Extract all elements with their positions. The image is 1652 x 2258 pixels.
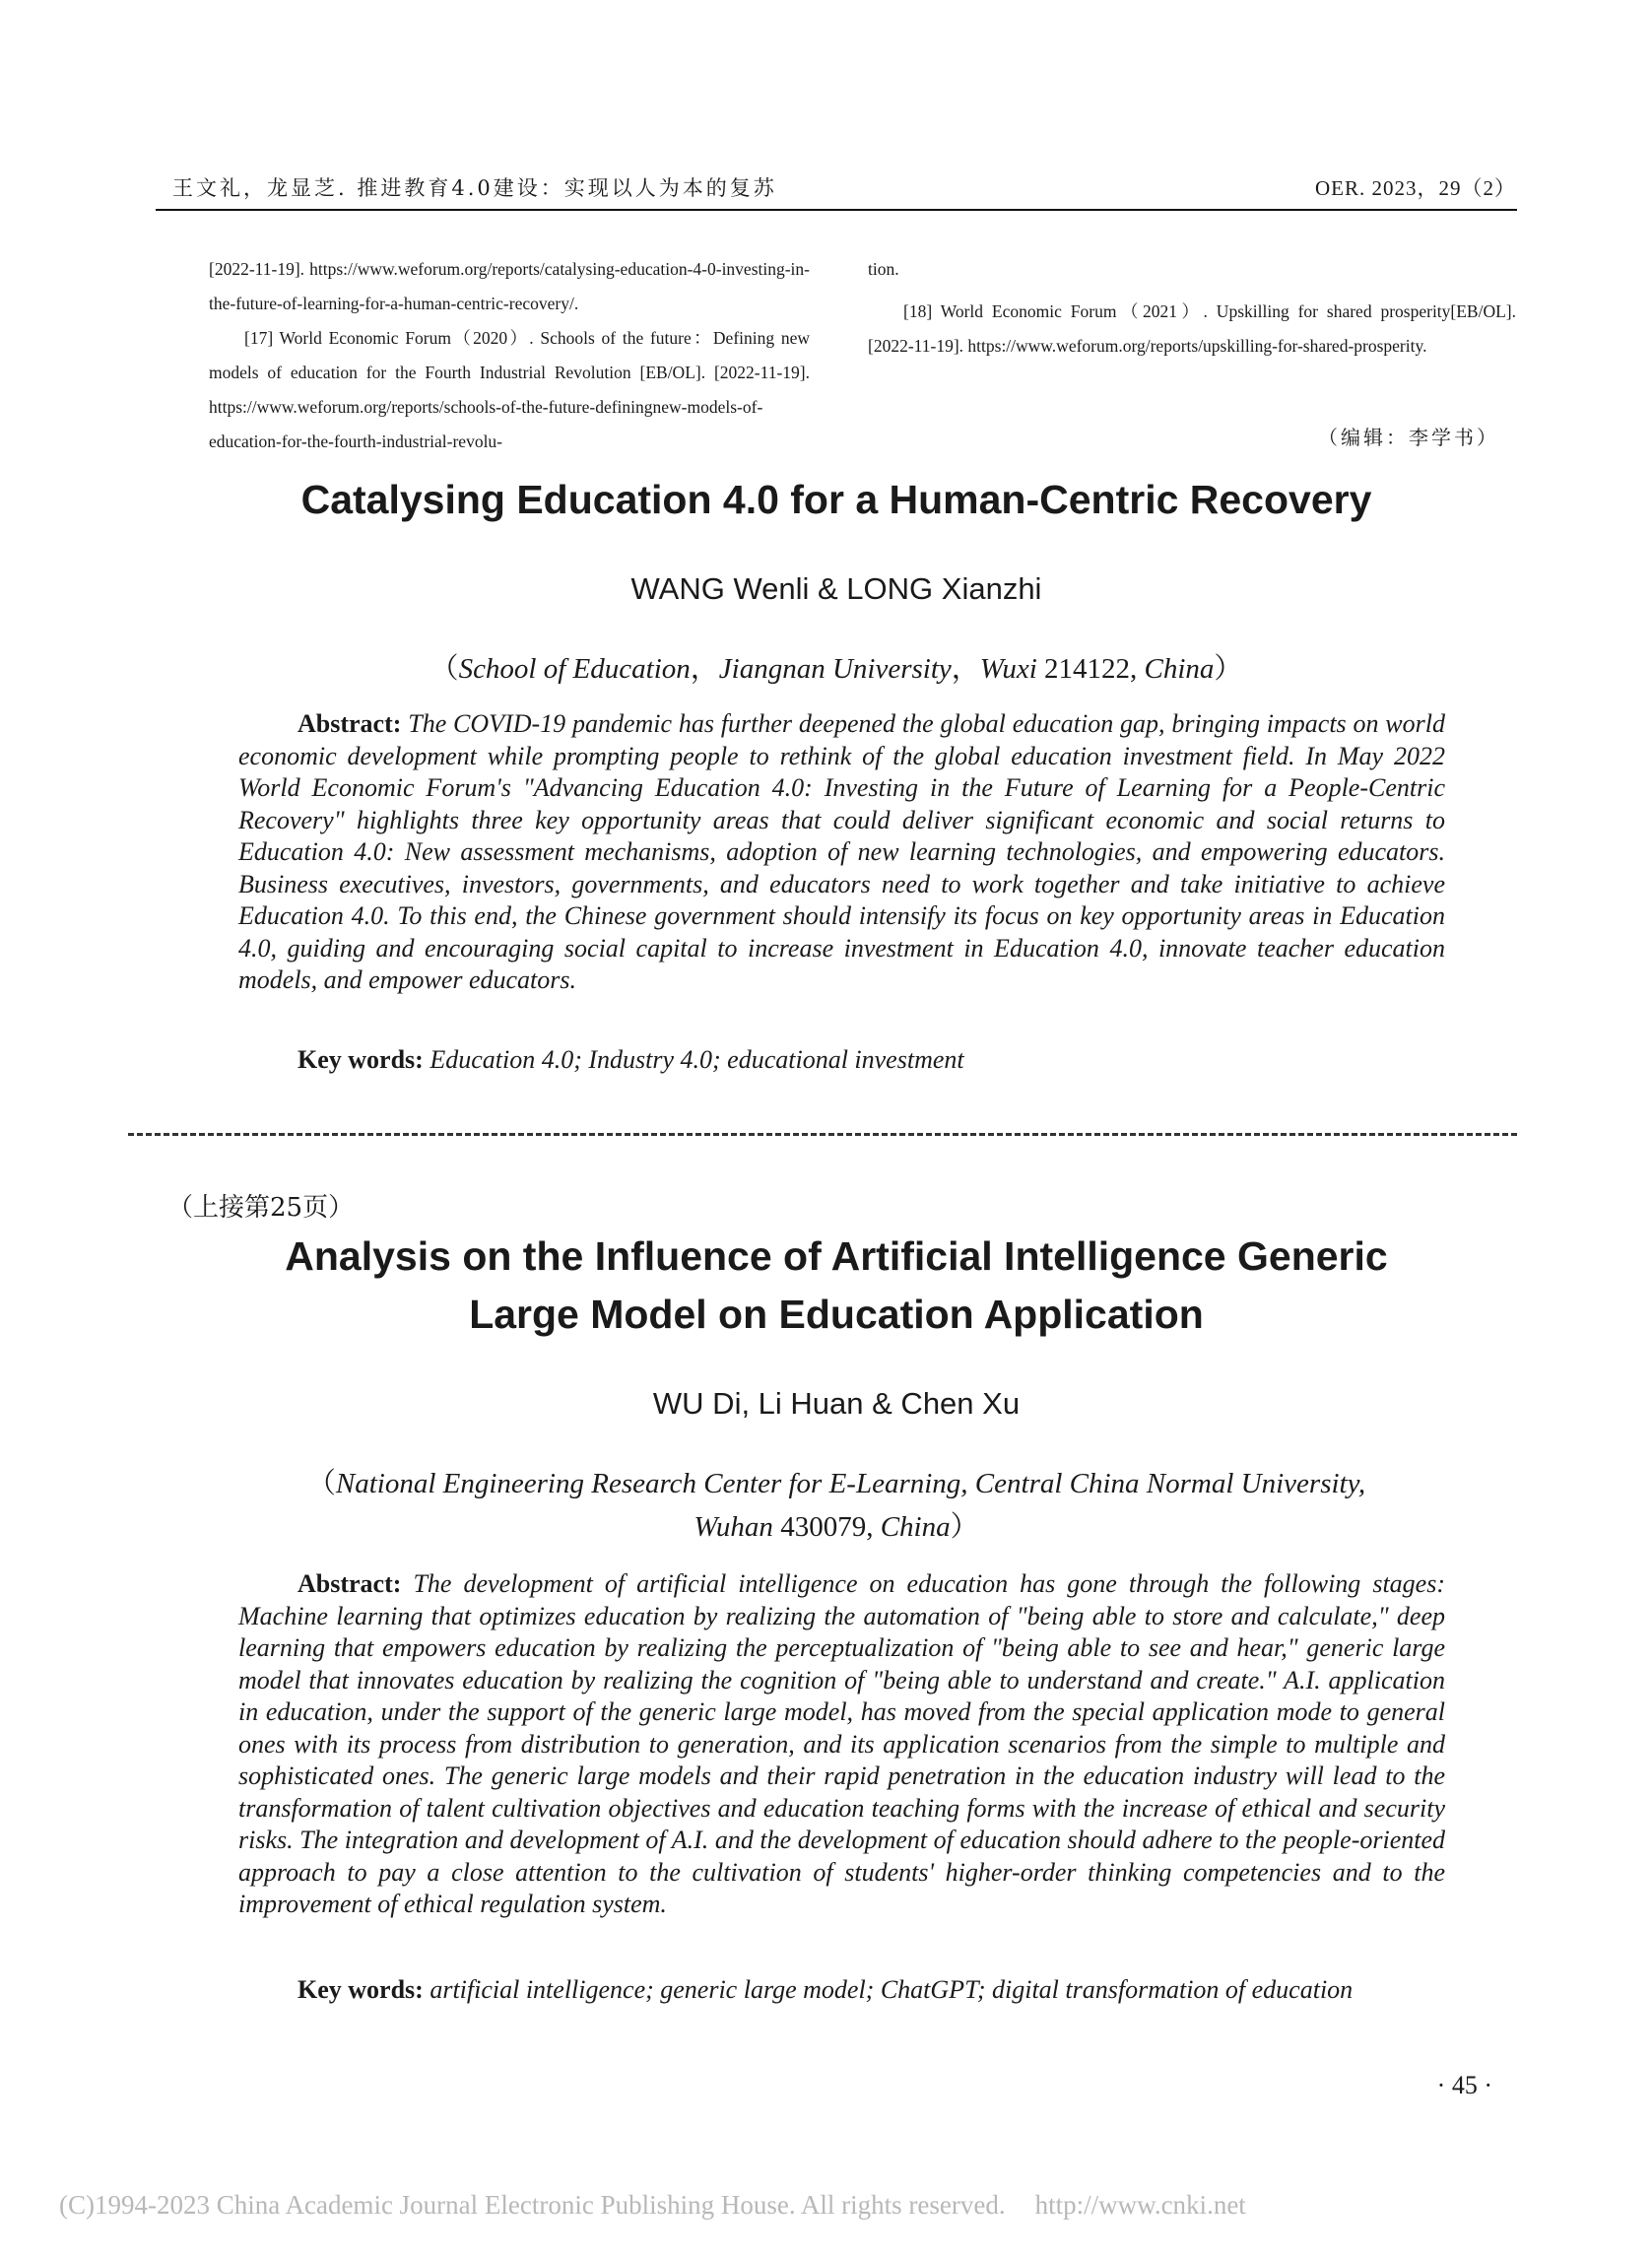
article2-authors: WU Di, Li Huan & Chen Xu bbox=[652, 1386, 1021, 1421]
article1-abstract bbox=[238, 708, 1445, 997]
abstract-label: Abstract: bbox=[297, 709, 409, 738]
article2-keywords bbox=[238, 1968, 1445, 2012]
section-divider bbox=[128, 1133, 1517, 1136]
article1-title: Catalysing Education 4.0 for a Human-Centric Recovery bbox=[300, 477, 1372, 522]
reference-18: [18] World Economic Forum（2021）. Upskilling for shared prosperity[EB/OL]. [2022-11-19]. https://www.weforum.org/reports/upskilling-for-shared-prosperity. bbox=[868, 301, 1516, 356]
abstract-text: The COVID-19 pandemic has further deepened the global education gap, bringing impacts on world economic development while prompting people to rethink of the global education investment field. In May 2022 World Economic Forum's "Advancing Education 4.0: Investing in the Future of Learning for a People-Centric Recovery" highlights three key opportunity areas that could deliver significant economic and social returns to Education 4.0: New assessment mechanisms, adoption of new learning technologies, and empowering educators. Business executives, investors, governments, and educators need to work together and take initiative to achieve Education 4.0. To this end, the Chinese government should intensify its focus on key opportunity areas in Education 4.0, guiding and encouraging social capital to increase investment in Education 4.0, innovate teacher education models, and empower educators. bbox=[238, 709, 1445, 994]
header-rule bbox=[156, 209, 1517, 211]
article2-affiliation: （National Engineering Research Center for E-Learning, Central China Normal University, Wuhan 430079, China） bbox=[306, 1468, 1366, 1543]
reference-17: [17] World Economic Forum（2020）. Schools of the future：Defining new models of education for the Fourth Industrial Revolution [EB/OL]. [2022-11-19]. https://www.weforum.org/reports/schools-of-the-future-definingnew-models-of-education-for-the-fourth-industrial-revolu- bbox=[209, 328, 810, 451]
article2-abstract bbox=[238, 1568, 1445, 1921]
article1-affiliation: （School of Education，Jiangnan University，Wuxi 214122, China） bbox=[430, 653, 1243, 685]
page-number: · 45 · bbox=[1436, 2071, 1492, 2099]
reference-16-continued: [2022-11-19]. https://www.weforum.org/reports/catalysing-education-4-0-investing-in-the-future-of-learning-for-a-human-centric-recovery/. bbox=[209, 259, 810, 313]
keywords-label: Key words: bbox=[297, 1045, 430, 1074]
cnki-link[interactable]: http://www.cnki.net bbox=[1034, 2190, 1246, 2220]
continued-from-note: （上接第25页） bbox=[167, 1193, 355, 1223]
keywords-text: artificial intelligence; generic large model; ChatGPT; digital transformation of education bbox=[430, 1975, 1354, 2004]
article1-keywords bbox=[238, 1038, 1445, 1082]
running-header-citation: 王文礼，龙显芝. 推进教育4.0建设：实现以人为本的复苏 bbox=[172, 176, 777, 200]
copyright-text: (C)1994-2023 China Academic Journal Electronic Publishing House. All rights reserved. bbox=[59, 2190, 1006, 2220]
article1-authors: WANG Wenli & LONG Xianzhi bbox=[630, 571, 1042, 606]
copyright-footer bbox=[59, 2190, 1246, 2221]
abstract-label: Abstract: bbox=[297, 1569, 414, 1598]
references-left-column bbox=[209, 252, 810, 459]
article2-title-line2: Large Model on Education Application bbox=[469, 1292, 1204, 1337]
running-header-journal: OER. 2023，29（2） bbox=[1315, 176, 1516, 200]
abstract-text: The development of artificial intelligence on education has gone through the following stages: Machine learning that optimizes education by realizing the automation of "being able to store and calculate," deep learning that empowers education by realizing the perceptualization of "being able to see and hear," generic large model that innovates education by realizing the cognition of "being able to understand and create." A.I. application in education, under the support of the generic large model, has moved from the special application mode to general ones with its process from distribution to generation, and its application scenarios from the simple to multiple and sophisticated ones. The generic large models and their rapid penetration in the education industry will lead to the transformation of talent cultivation objectives and education teaching forms with the increase of ethical and security risks. The integration and development of A.I. and the development of education should adhere to the people-oriented approach to pay a close attention to the cultivation of students' higher-order thinking competencies and to the improvement of ethical regulation system. bbox=[238, 1569, 1445, 1918]
references-right-column bbox=[868, 252, 1516, 364]
article2-title-line1: Analysis on the Influence of Artificial Intelligence Generic bbox=[285, 1233, 1388, 1279]
keywords-text: Education 4.0; Industry 4.0; educational investment bbox=[430, 1045, 964, 1074]
reference-17-continued: tion. bbox=[868, 259, 899, 279]
editor-note: （编辑：李学书） bbox=[1318, 426, 1499, 449]
keywords-label: Key words: bbox=[297, 1975, 430, 2004]
